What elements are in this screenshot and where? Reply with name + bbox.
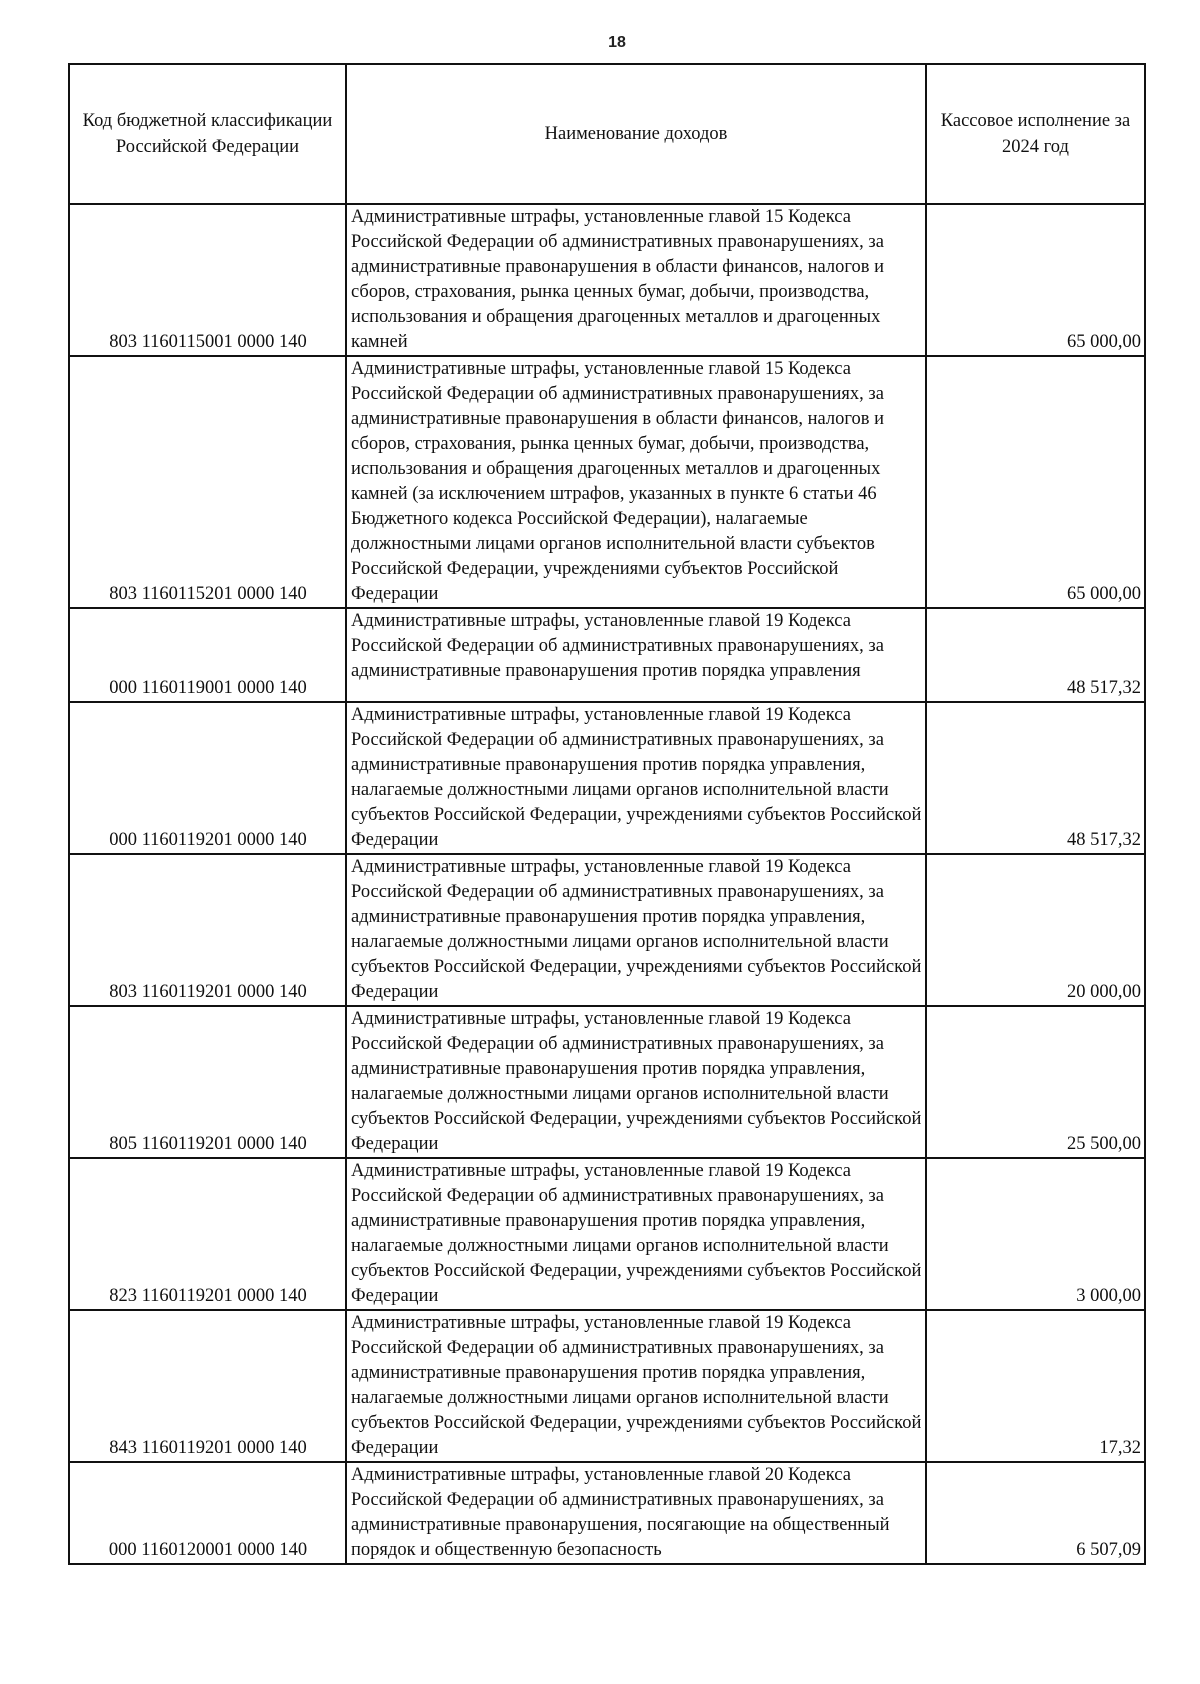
row-code: 000 1160119201 0000 140	[69, 702, 346, 854]
table-body	[69, 204, 1145, 1564]
row-amount: 17,32	[926, 1310, 1145, 1462]
row-amount: 20 000,00	[926, 854, 1145, 1006]
row-code: 823 1160119201 0000 140	[69, 1158, 346, 1310]
row-name: Административные штрафы, установленные главой 19 Кодекса Российской Федерации об административных правонарушениях, за административные правонарушения против порядка управления, налагаемые должностными лицами органов исполнительной власти субъектов Российской Федерации, учреждениями субъектов Российской Федерации	[346, 1006, 926, 1158]
table-row	[69, 608, 1145, 702]
table-row	[69, 1462, 1145, 1564]
row-code: 843 1160119201 0000 140	[69, 1310, 346, 1462]
table-row	[69, 702, 1145, 854]
table-row	[69, 1310, 1145, 1462]
table-row	[69, 356, 1145, 608]
row-name: Административные штрафы, установленные главой 19 Кодекса Российской Федерации об административных правонарушениях, за административные правонарушения против порядка управления, налагаемые должностными лицами органов исполнительной власти субъектов Российской Федерации, учреждениями субъектов Российской Федерации	[346, 702, 926, 854]
table-row	[69, 1158, 1145, 1310]
row-name: Административные штрафы, установленные главой 19 Кодекса Российской Федерации об административных правонарушениях, за административные правонарушения против порядка управления, налагаемые должностными лицами органов исполнительной власти субъектов Российской Федерации, учреждениями субъектов Российской Федерации	[346, 854, 926, 1006]
row-amount: 48 517,32	[926, 702, 1145, 854]
row-code: 805 1160119201 0000 140	[69, 1006, 346, 1158]
row-amount: 65 000,00	[926, 356, 1145, 608]
row-name: Административные штрафы, установленные главой 20 Кодекса Российской Федерации об административных правонарушениях, за административные правонарушения, посягающие на общественный порядок и общественную безопасность	[346, 1462, 926, 1564]
row-name: Административные штрафы, установленные главой 15 Кодекса Российской Федерации об административных правонарушениях, за административные правонарушения в области финансов, налогов и сборов, страхования, рынка ценных бумаг, добычи, производства, использования и обращения драгоценных металлов и драгоценных камней (за исключением штрафов, указанных в пункте 6 статьи 46 Бюджетного кодекса Российской Федерации), налагаемые должностными лицами органов исполнительной власти субъектов Российской Федерации, учреждениями субъектов Российской Федерации	[346, 356, 926, 608]
row-amount: 25 500,00	[926, 1006, 1145, 1158]
row-code: 803 1160119201 0000 140	[69, 854, 346, 1006]
row-name: Административные штрафы, установленные главой 19 Кодекса Российской Федерации об административных правонарушениях, за административные правонарушения против порядка управления, налагаемые должностными лицами органов исполнительной власти субъектов Российской Федерации, учреждениями субъектов Российской Федерации	[346, 1310, 926, 1462]
table-header	[69, 64, 1145, 204]
header-name: Наименование доходов	[346, 64, 926, 204]
row-code: 803 1160115201 0000 140	[69, 356, 346, 608]
row-amount: 6 507,09	[926, 1462, 1145, 1564]
row-code: 000 1160120001 0000 140	[69, 1462, 346, 1564]
page-number: 18	[608, 34, 626, 51]
row-amount: 48 517,32	[926, 608, 1145, 702]
row-code: 803 1160115001 0000 140	[69, 204, 346, 356]
header-amount: Кассовое исполнение за 2024 год	[926, 64, 1145, 204]
row-amount: 3 000,00	[926, 1158, 1145, 1310]
row-name: Административные штрафы, установленные главой 15 Кодекса Российской Федерации об административных правонарушениях, за административные правонарушения в области финансов, налогов и сборов, страхования, рынка ценных бумаг, добычи, производства, использования и обращения драгоценных металлов и драгоценных камней	[346, 204, 926, 356]
header-row	[69, 64, 1145, 204]
revenue-table	[68, 63, 1146, 1565]
row-code: 000 1160119001 0000 140	[69, 608, 346, 702]
row-name: Административные штрафы, установленные главой 19 Кодекса Российской Федерации об административных правонарушениях, за административные правонарушения против порядка управления, налагаемые должностными лицами органов исполнительной власти субъектов Российской Федерации, учреждениями субъектов Российской Федерации	[346, 1158, 926, 1310]
header-code: Код бюджетной классификации Российской Федерации	[69, 64, 346, 204]
table-row	[69, 204, 1145, 356]
row-amount: 65 000,00	[926, 204, 1145, 356]
row-name: Административные штрафы, установленные главой 19 Кодекса Российской Федерации об административных правонарушениях, за административные правонарушения против порядка управления	[346, 608, 926, 702]
table-row	[69, 1006, 1145, 1158]
table-row	[69, 854, 1145, 1006]
